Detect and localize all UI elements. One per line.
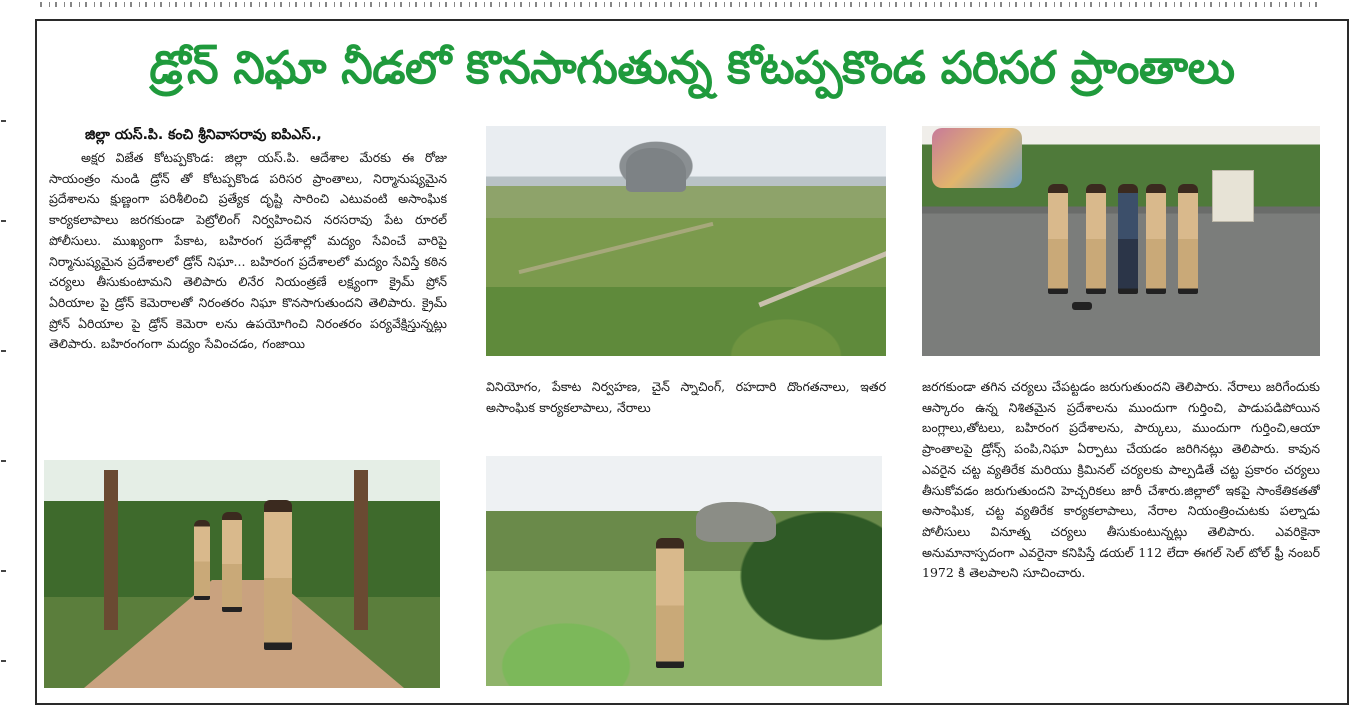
byline: జిల్లా యస్.పి. కంచి శ్రీనివాసరావు ఐపిఎస్., [85, 127, 322, 143]
tree-trunk [104, 470, 118, 630]
winding-road [758, 250, 886, 316]
article-column-2: వినియోగం, పేకాట నిర్వహణ, చైన్ స్నాచింగ్, రహదారి దొంగతనాలు, ఇతర అసాంఘిక కార్యకలాపాలు, నేరాలు [486, 379, 886, 415]
photo-police-walking-trail [44, 460, 440, 688]
small-building [1212, 170, 1254, 222]
photo-officer-bushes [486, 456, 882, 686]
civilian-person [1118, 184, 1138, 294]
police-officer [1048, 184, 1068, 294]
page-gutter-marks [0, 100, 8, 690]
police-officer [1086, 184, 1106, 294]
article-column-1: అక్షర విజేత కోటప్పకొండ: జిల్లా యస్.పి. ఆదేశాల మేరకు ఈ రోజు సాయంత్రం నుండి డ్రోన్ తో కోటప్పకొండ పరిసర ప్రాంతాలు, నిర్మానుష్యమైన ప్రదేశాలను క్షుణ్ణంగా పరిశీలించి ప్రత్యేక దృష్టి సారించి ఎటువంటి అసాంఘిక కార్యకలాపాలు జరగకుండా పెట్రోలింగ్ నిర్వహించిన నరసరావు పేట రూరల్ పోలీసులు. ముఖ్యంగా పేకాట, బహిరంగ ప్రదేశాల్లో మద్యం సేవించే వారిపై నిర్మానుష్యమైన ప్రదేశాలలో డ్రోన్ నిఘా... బహిరంగ ప్రదేశాలలో మద్యం సేవిస్తే కఠిన చర్యలు తీసుకుంటామని తెలిపారు లినేర నియంత్రణే లక్ష్యంగా క్రైమ్ ప్రోన్ ఏరియాల పై డ్రోన్ కెమెరాలతో నిరంతరం నిఘా కొనసాగుతుందని తెలిపారు. క్రైమ్ ప్రోన్ ఏరియాల పై డ్రోన్ కెమెరా లను ఉపయోగించి నిరంతరం పర్యవేక్షిస్తున్నట్లు తెలిపారు. బహిరంగంగా మద్యం సేవించడం, గంజాయి [49, 150, 447, 352]
headline: డ్రోన్ నిఘా నీడలో కొనసాగుతున్న కోటప్పకొండ పరిసర ప్రాంతాలు [149, 41, 1235, 94]
photo-hill-landscape [486, 126, 886, 356]
police-officer [194, 520, 210, 600]
police-officer [1146, 184, 1166, 294]
police-officer [1178, 184, 1198, 294]
police-officer [222, 512, 242, 612]
statue-background [932, 128, 1022, 188]
rock-peak [626, 148, 686, 192]
police-officer [656, 538, 684, 668]
trail-path [518, 222, 713, 274]
rock-outcrop [696, 502, 776, 542]
photo-police-drone [922, 126, 1320, 356]
article-column-3: జరగకుండా తగిన చర్యలు చేపట్టడం జరుగుతుందని తెలిపారు. నేరాలు జరిగేందుకు ఆస్కారం ఉన్న నిశితమైన ప్రదేశాలను ముందుగా గుర్తించి, పాడుపడిపోయిన బంగ్లాలు,తోటలు, బహిరంగ ప్రదేశాలను, పార్కులు, ముందుగా గుర్తించి,ఆయా ప్రాంతాలపై డ్రోన్స్ పంపి,నిఘా ఏర్పాటు చేయడం జరిగినట్లు తెలిపారు. కావున ఎవరైన చట్ట వ్యతిరేక మరియు క్రిమినల్ చర్యలకు పాల్పడితే చట్ట ప్రకారం చర్యలు తీసుకోవడం జరుగుతుందని హెచ్చరికలు జారీ చేశారు.జిల్లాలో ఇకపై సాంకేతికతతో అసాంఘిక, చట్ట వ్యతిరేక కార్యకలాపాలు, నేరాల నియంత్రించుటకు పల్నాడు పోలీసులు వినూత్న చర్యలు తీసుకుంటున్నట్లు తెలిపారు. ఎవరికైనా అనుమానాస్పదంగా ఎవరైనా కనిపిస్తే డయల్ 112 లేదా ఈగల్ సెల్ టోల్ ఫ్రీ నంబర్ 1972 కి తెలపాలని సూచించారు. [922, 379, 1320, 581]
tree-trunk [354, 470, 368, 630]
drone [1072, 302, 1092, 310]
police-officer [264, 500, 292, 650]
cropped-previous-article-strip [0, 0, 1358, 14]
